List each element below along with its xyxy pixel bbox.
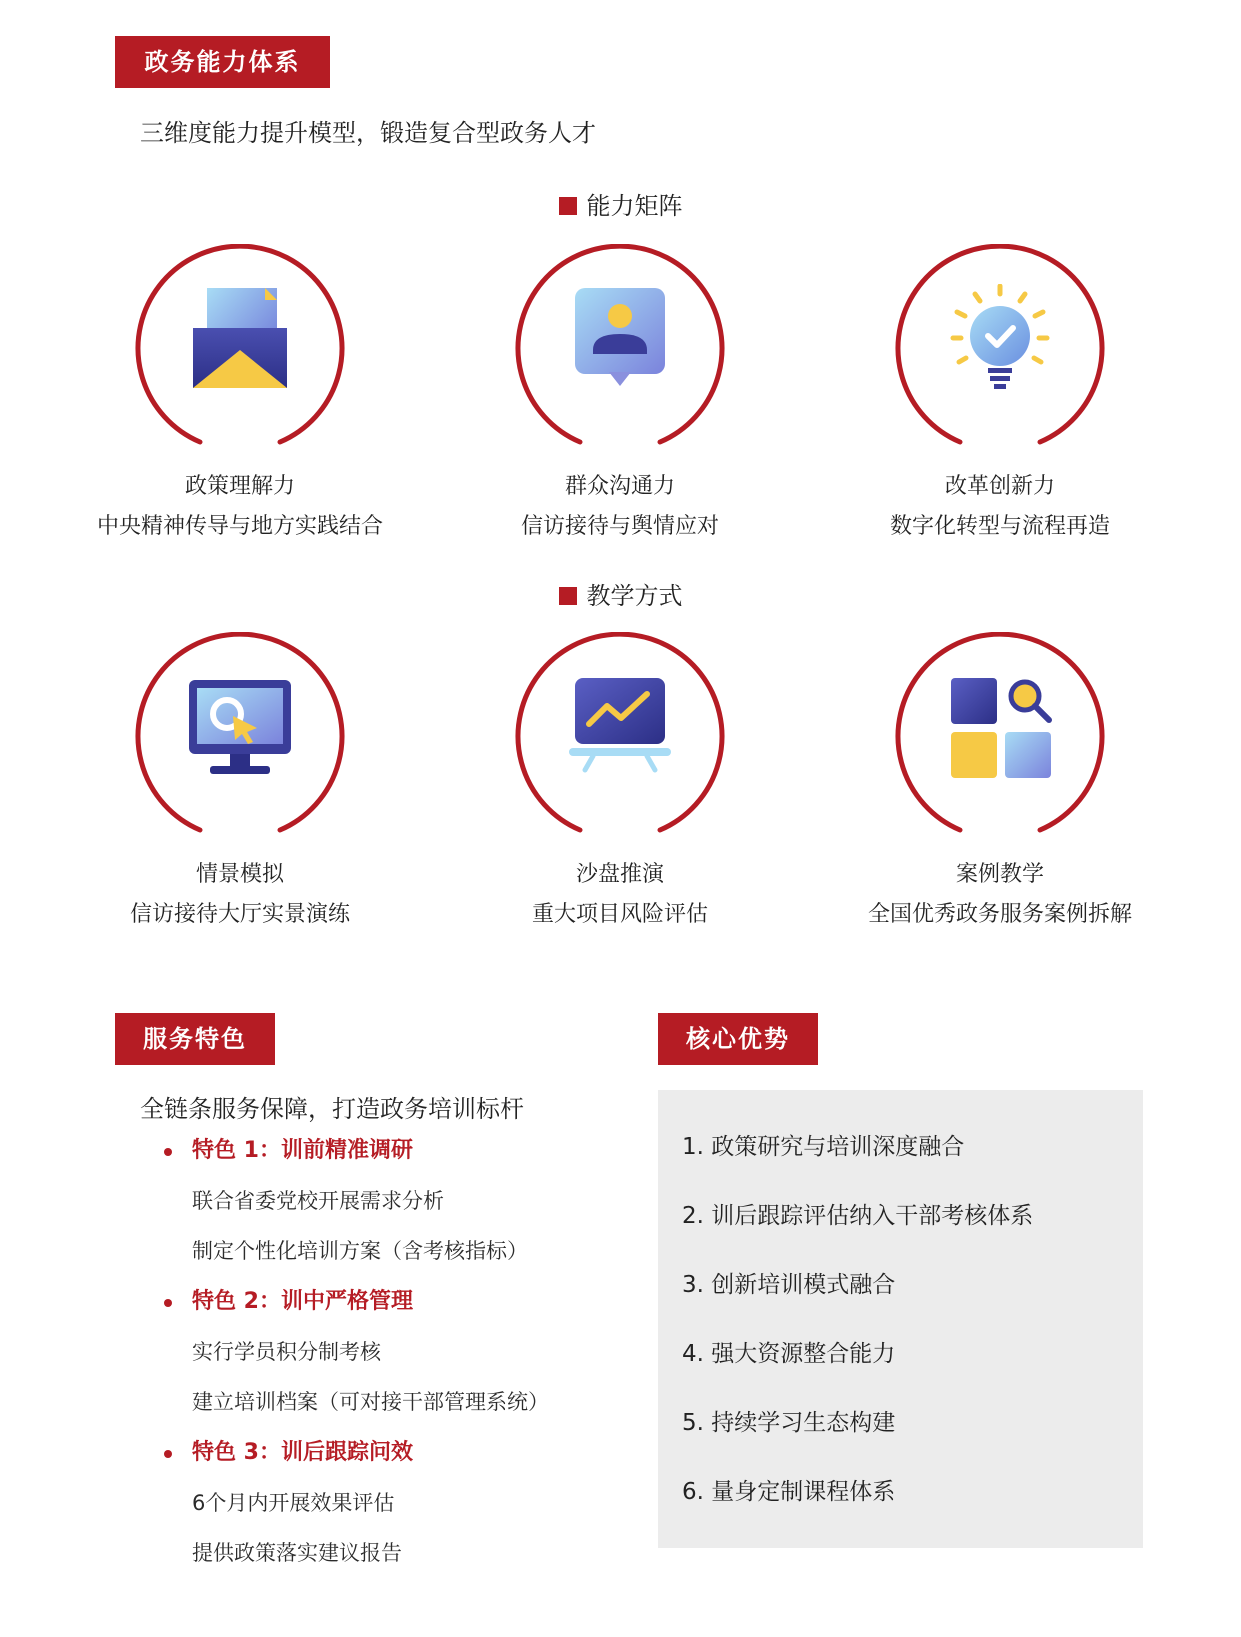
teaching-subhead bbox=[0, 576, 1241, 611]
bullet-dot-icon bbox=[164, 1299, 172, 1307]
item-desc: 重大项目风险评估 bbox=[531, 902, 708, 927]
section-lead-capability: 三维度能力提升模型，锻造复合型政务人才 bbox=[140, 119, 596, 147]
advantage-item: 6. 量身定制课程体系 bbox=[682, 1479, 896, 1505]
bullet-dot-icon bbox=[164, 1148, 172, 1156]
feature-line: 制定个性化培训方案（含考核指标） bbox=[192, 1239, 528, 1263]
feature-list bbox=[160, 1135, 640, 1578]
item-title: 群众沟通力 bbox=[564, 474, 675, 499]
item-title: 政策理解力 bbox=[184, 474, 295, 499]
item-title: 案例教学 bbox=[955, 862, 1044, 887]
feature-item bbox=[160, 1135, 640, 1276]
item-title: 沙盘推演 bbox=[575, 862, 664, 887]
monitor-cursor-icon bbox=[185, 672, 295, 782]
feature-item bbox=[160, 1437, 640, 1578]
bullet-dot-icon bbox=[164, 1450, 172, 1458]
advantage-item: 2. 训后跟踪评估纳入干部考核体系 bbox=[682, 1203, 1034, 1229]
feature-item bbox=[160, 1286, 640, 1427]
teaching-title: 教学方式 bbox=[586, 582, 683, 610]
section-lead-service: 全链条服务保障，打造政务培训标杆 bbox=[140, 1095, 524, 1123]
item-title: 改革创新力 bbox=[944, 474, 1055, 499]
feature-title: 特色 3：训后跟踪问效 bbox=[192, 1440, 413, 1465]
feature-line: 建立培训档案（可对接干部管理系统） bbox=[192, 1390, 549, 1414]
presentation-chart-icon bbox=[565, 672, 675, 782]
matrix-title: 能力矩阵 bbox=[586, 192, 683, 220]
lightbulb-check-icon bbox=[945, 284, 1055, 394]
square-bullet-icon bbox=[559, 587, 577, 605]
advantage-item: 1. 政策研究与培训深度融合 bbox=[682, 1134, 965, 1160]
feature-title: 特色 2：训中严格管理 bbox=[192, 1289, 413, 1314]
item-desc: 信访接待大厅实景演练 bbox=[129, 902, 350, 927]
item-desc: 数字化转型与流程再造 bbox=[889, 514, 1110, 539]
item-desc: 中央精神传导与地方实践结合 bbox=[96, 514, 383, 539]
item-title: 情景模拟 bbox=[195, 862, 284, 887]
advantage-panel bbox=[658, 1090, 1143, 1548]
feature-line: 实行学员积分制考核 bbox=[192, 1340, 381, 1364]
advantage-item: 3. 创新培训模式融合 bbox=[682, 1272, 896, 1298]
user-profile-chat-icon bbox=[565, 284, 675, 394]
advantage-item: 5. 持续学习生态构建 bbox=[682, 1410, 896, 1436]
grid-search-icon bbox=[945, 672, 1055, 782]
section-tag-service: 服务特色 bbox=[115, 1013, 275, 1065]
section-tag-advantage: 核心优势 bbox=[658, 1013, 818, 1065]
item-desc: 信访接待与舆情应对 bbox=[520, 514, 719, 539]
envelope-document-icon bbox=[185, 284, 295, 394]
section-tag-capability: 政务能力体系 bbox=[115, 36, 330, 88]
feature-line: 提供政策落实建议报告 bbox=[192, 1541, 402, 1565]
advantage-item: 4. 强大资源整合能力 bbox=[682, 1341, 896, 1367]
square-bullet-icon bbox=[559, 197, 577, 215]
feature-title: 特色 1：训前精准调研 bbox=[192, 1138, 413, 1163]
matrix-subhead bbox=[0, 186, 1241, 221]
item-desc: 全国优秀政务服务案例拆解 bbox=[867, 902, 1132, 927]
feature-line: 联合省委党校开展需求分析 bbox=[192, 1189, 444, 1213]
feature-line: 6个月内开展效果评估 bbox=[192, 1491, 395, 1515]
